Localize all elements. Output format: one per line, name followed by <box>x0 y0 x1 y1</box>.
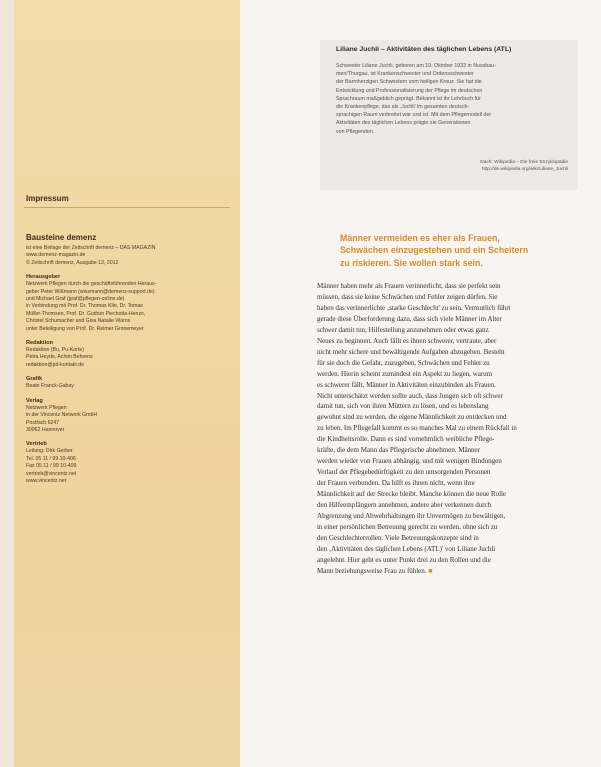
info-box-text <box>336 62 572 136</box>
section-line: Fax 05 11 / 99 10-409 <box>26 463 77 470</box>
source-line: Nach: Wikipedia – Die freie Enzyklopädie <box>480 160 568 165</box>
section-label: Grafik <box>26 376 43 383</box>
pull-quote <box>340 232 570 269</box>
body-line: müssen, dass sie keine Schwächen und Fehler zeigen dürfen. Sie <box>317 292 498 301</box>
body-line: kräfte, die dem Mann das Pflegerische abnehmen. Männer <box>317 446 480 455</box>
body-last-text: Mann beziehungsweise Frau zu fühlen. <box>317 566 427 575</box>
impressum-divider <box>24 207 230 208</box>
section-line: Petra Heyde, Achim Behrens <box>26 354 93 361</box>
section-line: www.vincentz.net <box>26 477 67 484</box>
body-line: nicht mehr sichere und bewältigende Aufgaben abzugeben. Besteht <box>317 347 505 356</box>
section-line: Leitung: Dirk Gerber <box>26 448 73 455</box>
body-line: werden. Hierin scheint zumindest ein Aspekt zu liegen, warum <box>317 369 493 378</box>
section-line: Netzwerk Pflegen <box>26 404 67 411</box>
source-line: http://de.wikipedia.org/wiki/Liliane_Juchli <box>481 167 568 172</box>
impressum-section-grafik <box>26 376 236 390</box>
body-line: die Kindheitsrolle. Dann es sind vornehmlich weibliche Pflege- <box>317 435 495 444</box>
impressum-intro-line: www.demenz-magazin.de <box>26 252 86 259</box>
section-line: Netzwerk Pflegen durch die geschäftsführenden Heraus- <box>26 281 157 288</box>
body-line: damit tun, sich von ihren Müttern zu lösen, und es lebenslang <box>317 402 489 411</box>
info-box-line: Sprachraum maßgeblich geprägt. Bekannt ist ihr Lehrbuch für <box>336 95 481 102</box>
end-of-article-mark: ■ <box>428 566 433 575</box>
page-edge <box>0 0 14 767</box>
info-box-line: von Pflegenden. <box>336 128 375 135</box>
info-box-line: Schwester Liliane Juchli, geboren am 19. Oktober 1933 in Nussbau- <box>336 63 496 69</box>
section-label: Redaktion <box>26 340 54 347</box>
info-box-source <box>480 159 568 173</box>
body-line: den ‚Aktivitäten des täglichen Lebens (ATL)' von Liliane Juchli <box>317 544 496 553</box>
body-line: in einer persönlichen Betreuung gerecht zu werden, ohne sich zu <box>317 522 498 531</box>
body-line: Männer haben mehr als Frauen verinnerlicht, dass sie perfekt sein <box>317 282 501 290</box>
impressum-heading: Impressum <box>26 194 69 203</box>
body-line: haben das verinnerlichte ‚starke Geschlecht' zu sein. Vermutlich führt <box>317 303 511 312</box>
info-box-title: Liliane Juchli – Aktivitäten des täglichen Lebens (ATL) <box>336 46 512 53</box>
pull-quote-line: Männer vermeiden es eher als Frauen, <box>340 233 500 243</box>
section-line: 30062 Hannover <box>26 426 65 433</box>
section-label: Verlag <box>26 397 43 404</box>
section-line: vertrieb@vincentz.net <box>26 470 77 477</box>
impressum-intro-line: ist eine Beilage der Zeitschrift demenz – DAS MAGAZIN <box>26 245 156 251</box>
impressum-title: Bausteine demenz <box>26 233 97 242</box>
section-label: Herausgeber <box>26 274 61 281</box>
info-box-line: Aktivitäten des täglichen Lebens prägte sie Generationen <box>336 120 471 127</box>
impressum-content <box>26 233 236 492</box>
impressum-intro-line: © Zeitschrift demenz, Ausgabe 13, 2012 <box>26 259 119 266</box>
section-line: und Michael Graf (graf@pflegen-online.de) <box>26 296 125 303</box>
pull-quote-line: zu riskieren. Sie wollen stark sein. <box>340 257 483 268</box>
impressum-section-redaktion <box>26 340 236 369</box>
section-line: redaktion@pd-kontakt.de <box>26 361 85 368</box>
info-box-line: Entwicklung und Professionalisierung der Pflege im deutschen <box>336 87 483 94</box>
section-line: Tel. 05 11 / 99 10-406 <box>26 455 76 462</box>
pull-quote-line: Schwächen einzugestehen und ein Scheitern <box>340 245 529 256</box>
body-line: den Hilfeempfängern annehmen, andere aber verkennen durch <box>317 501 492 510</box>
section-line: Beate Franck-Gabay <box>26 383 74 390</box>
section-line: Redaktion (Bu, Pu-Korte) <box>26 347 84 354</box>
body-line: Verlauf der Pflegebedürftigkeit zu den umsorgenden Personen <box>317 468 491 477</box>
info-box-line: der Barmherzigen Schwestern vom heiligen Kreuz. Sie hat die <box>336 79 482 86</box>
impressum-section-herausgeber <box>26 274 236 333</box>
body-line: der Frauen verbunden. Da hilft es ihnen nicht, wenn ihre <box>317 479 475 488</box>
body-line: angelehnt. Hier geht es unter Punkt drei zu den Rollen und die <box>317 555 491 564</box>
section-line: Postfach 6247 <box>26 419 60 426</box>
impressum-section-verlag <box>26 398 236 435</box>
body-line: gerade diese Überforderung dazu, dass sich viele Männer im Alter <box>317 314 502 323</box>
body-line: für sie doch die Gefahr, zuzugeben, Schwächen und Fehler zu <box>317 358 490 367</box>
section-line: unter Beteiligung von Prof. Dr. Reimer Gronemeyer <box>26 325 144 332</box>
article-body <box>317 281 580 577</box>
body-line: werden wieder von Frauen abhängig, und mit wenigen Bindungen <box>317 457 502 466</box>
body-line: Abgrenzung und Abwehrhaltungen ihr Unvermögen zu bewältigen, <box>317 512 506 521</box>
impressum-section-vertrieb <box>26 441 236 485</box>
section-line: Müller-Thomsen, Prof. Dr. Gudrun Piechotta-Henze, <box>26 310 146 317</box>
section-label: Vertrieb <box>26 441 47 448</box>
section-line: in Verbindung mit Prof. Dr. Thomas Klie, Dr. Tomas <box>26 303 143 310</box>
body-line: Nicht unterschätzt werden sollte auch, dass Jungen sich oft schwer <box>317 391 503 400</box>
body-line-last <box>317 566 580 577</box>
section-line: Christel Schumacher und Gisa Natalie Warns <box>26 318 131 325</box>
info-box-line: sprachigen Raum verbreitet war und ist. Mit dem Pflegemodell der <box>336 112 492 119</box>
impressum-intro <box>26 245 236 267</box>
body-line: es schwerer fällt, Männer in Aktivitäten einzubinden als Frauen. <box>317 380 496 389</box>
body-line: Neues zu beginnen. Auch fällt es ihnen schwerer, vertraute, aber <box>317 336 497 345</box>
body-line: gewohnt sind zu werden, die eigene Männlichkeit zu entdecken und <box>317 413 507 422</box>
info-box-line: die Krankenpflege, das als ‚Juchli' im gesamten deutsch- <box>336 104 470 111</box>
body-line: den Geschlechterrollen. Viele Betreuungskonzepte sind in <box>317 533 479 542</box>
section-line: geber Peter Wißmann (wissmann@demenz-support.de) <box>26 288 155 295</box>
body-line: Männlichkeit auf der Strecke bleibt. Manche können die neue Rolle <box>317 490 507 499</box>
body-line: schwer damit tun, Hilfestellung anzunehmen oder etwas ganz <box>317 325 489 334</box>
info-box-line: men/Thurgau, ist Krankenschwester und Ordensschwester <box>336 71 474 78</box>
body-line: zu leben. Im Pflegefall kommt es so manches Mal zu einem Rückfall in <box>317 424 517 433</box>
section-line: in der Vincentz Network GmbH <box>26 412 98 419</box>
